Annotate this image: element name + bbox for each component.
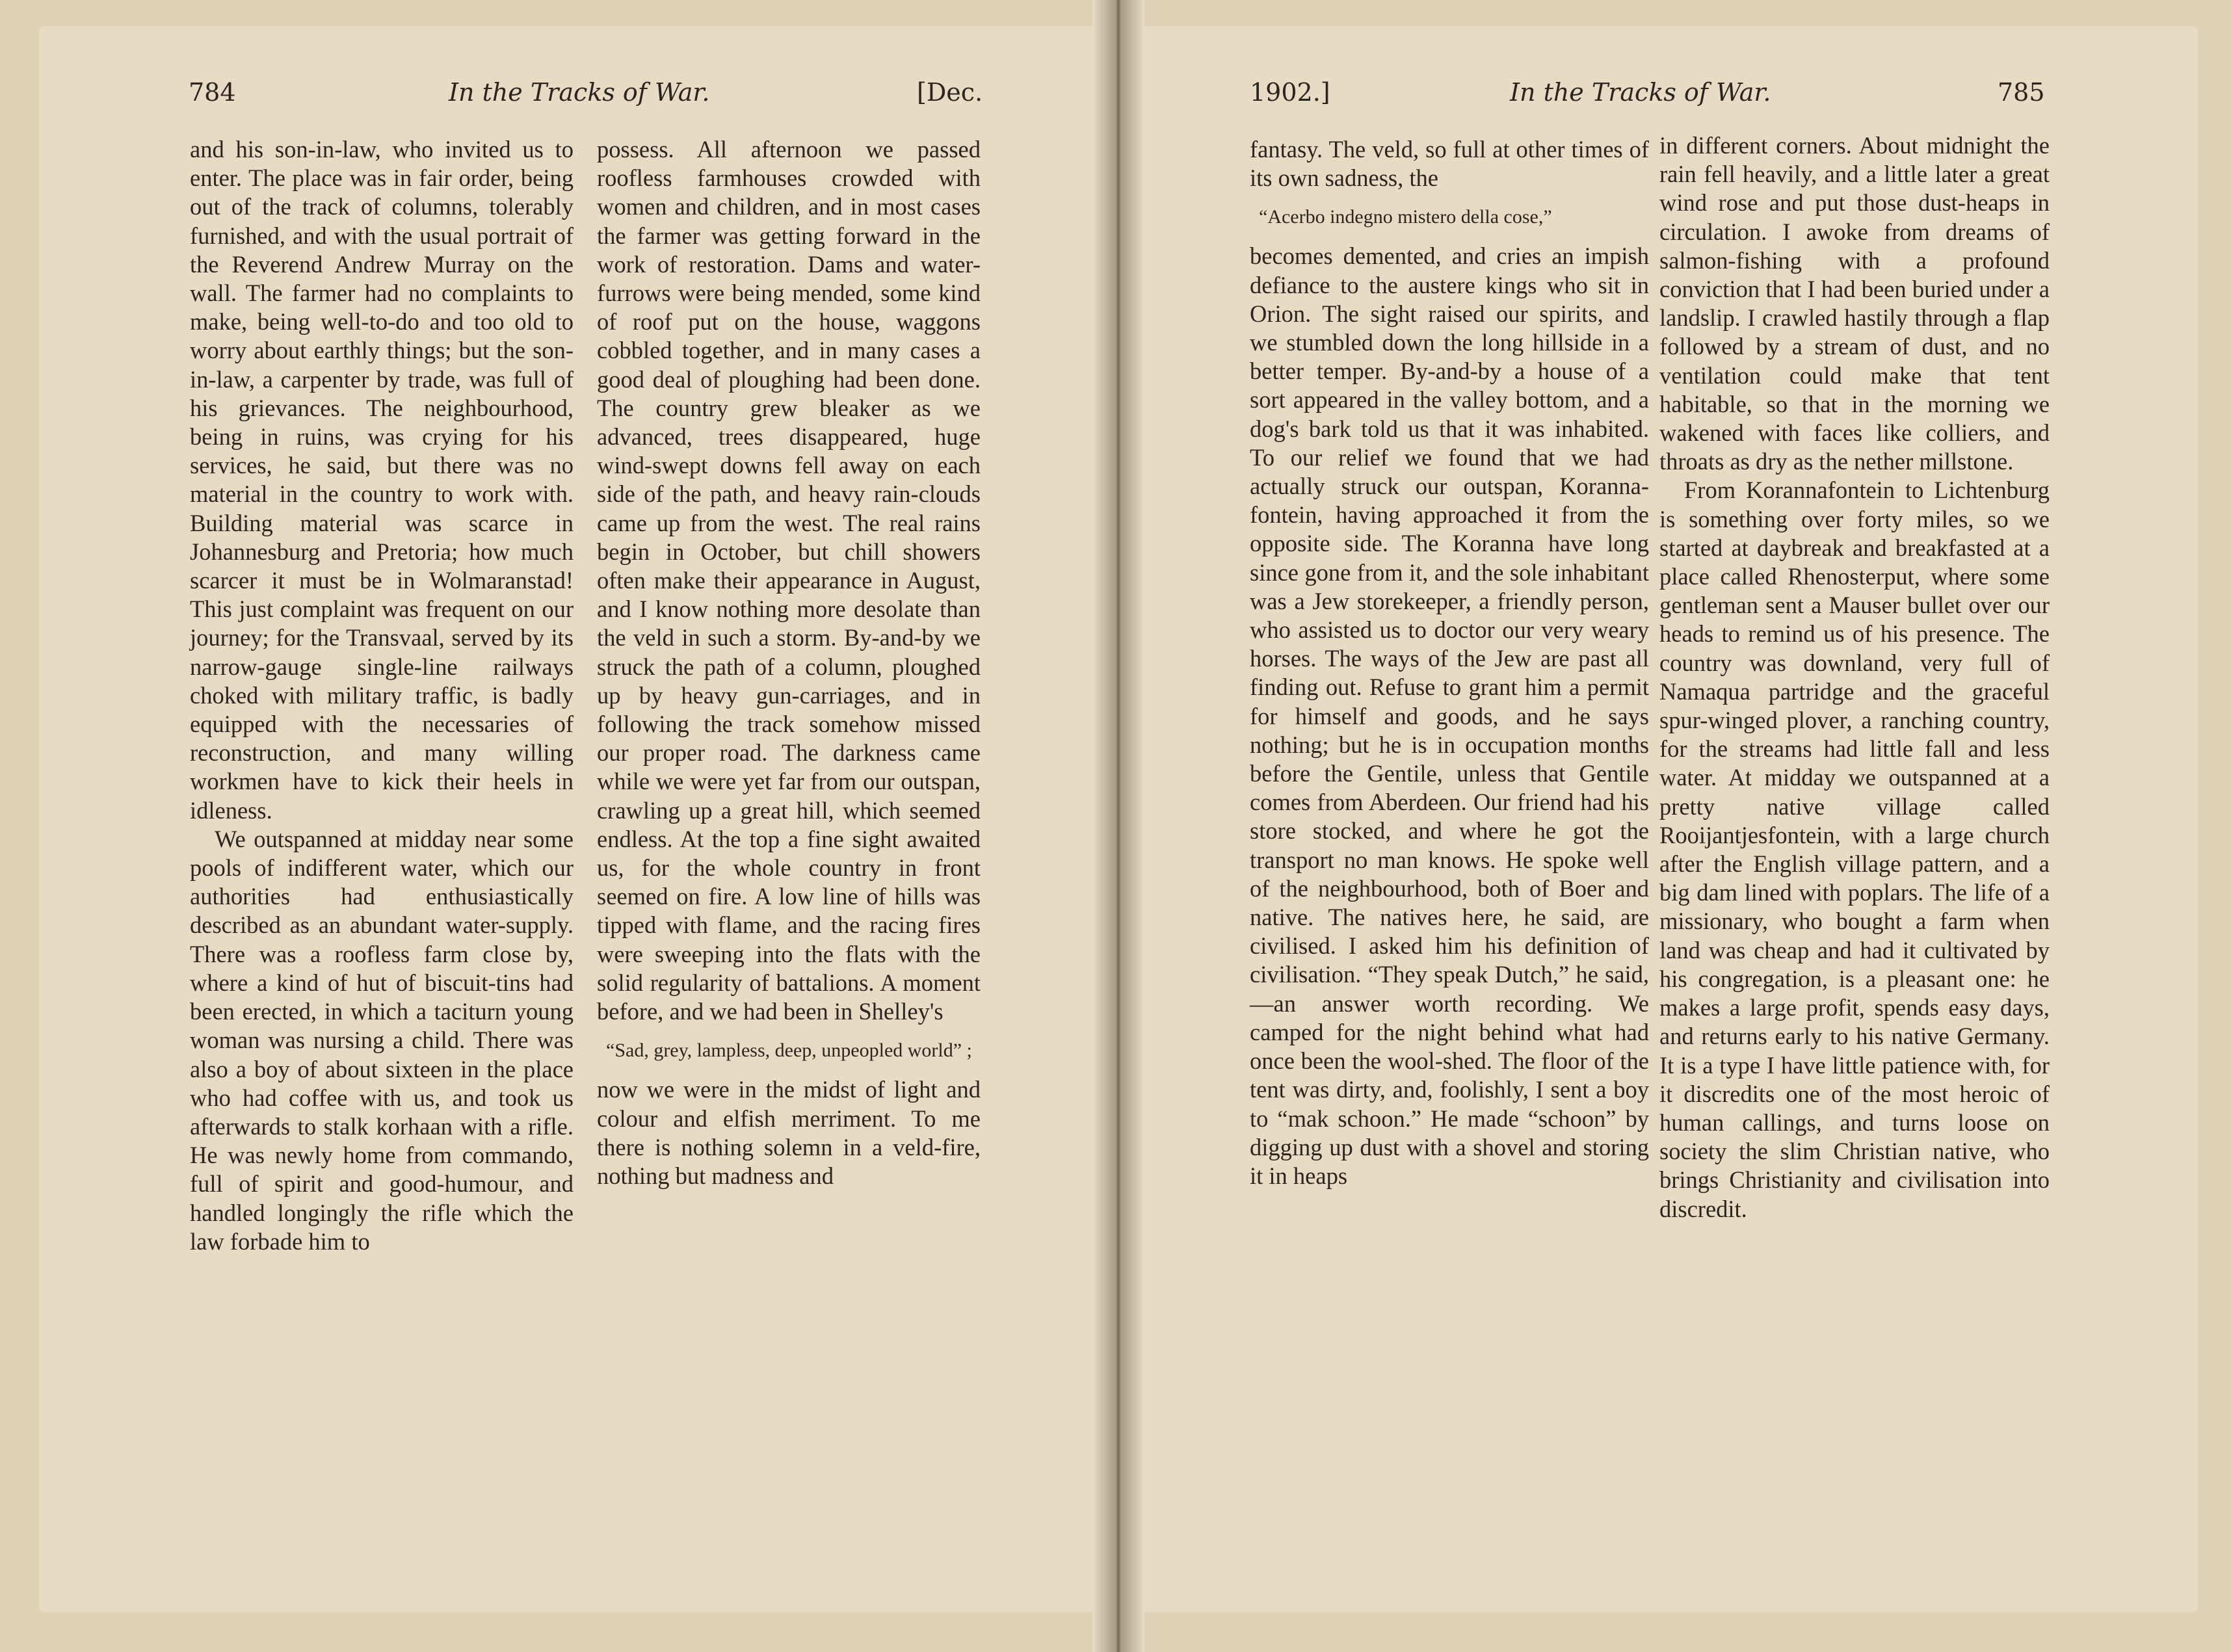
page-number-right: 785 (1998, 78, 2045, 107)
running-title-right: In the Tracks of War. (1510, 78, 1771, 107)
date-mark-left: [Dec. (917, 78, 983, 107)
running-title-left: In the Tracks of War. (449, 78, 710, 107)
block-quote: “Sad, grey, lampless, deep, unpeopled world” ; (606, 1040, 972, 1062)
page-number-left: 784 (189, 78, 236, 107)
paragraph: now we were in the midst of light and colour and elfish merriment. To me there is nothing solemn in a veld-fire, nothing but madness and (597, 1076, 981, 1189)
left-page-header (189, 78, 988, 124)
paragraph: and his son-in-law, who invited us to enter. The place was in fair order, being out of the track of columns, tolerably furnished, and with the usual portrait of the Reverend Andrew Murray on the wall. The farmer had no complaints to make, being well-to-do and too old to worry about earthly things; but the son-in-law, a carpenter by trade, was full of his grievances. The neighbourhood, being in ruins, was crying for his services, he said, but there was no material in the country to work with. Building material was scarce in Johannesburg and Pretoria; how much scarcer it must be in Wolmaranstad! This just complaint was frequent on our journey; for the Transvaal, served by its narrow-gauge single-line railways choked with military traffic, is badly equipped with the necessaries of reconstruction, and many willing workmen have to kick their heels in idleness. (190, 136, 574, 824)
right-column-1 (1250, 135, 1649, 1190)
paragraph: From Korannafontein to Lichtenburg is something over forty miles, so we started at daybreak and breakfasted at a place called Rhenosterput, where some gentleman sent a Mauser bullet over our heads to remind us of his presence. The country was downland, very full of Namaqua partridge and the graceful spur-winged plover, a ranching country, for the streams had little fall and less water. At midday we outspanned at a pretty native village called Rooijantjesfontein, with a large church after the English village pattern, and a big dam lined with poplars. The life of a missionary, who bought a farm when land was cheap and had it cultivated by his congregation, is a pleasant one: he makes a large profit, spends easy days, and returns early to his native Germany. It is a type I have little patience with, for it discredits one of the most heroic of human callings, and turns loose on society the slim Christian native, who brings Christianity and civilisation into discredit. (1659, 477, 2050, 1222)
block-quote: “Acerbo indegno mistero della cose,” (1259, 206, 1552, 228)
date-mark-right: 1902.] (1250, 78, 1330, 107)
left-column-1 (190, 135, 574, 1256)
right-page-header (1250, 78, 2050, 124)
right-column-2 (1659, 131, 2050, 1224)
paragraph: becomes demented, and cries an impish defiance to the austere kings who sit in Orion. The sight raised our spirits, and we stumbled down the long hillside in a better temper. By-and-by a house of a sort appeared in the valley bottom, and a dog's bark told us that it was inhabited. To our relief we found that we had actually struck our outspan, Koranna-fontein, having approached it from the opposite side. The Koranna have long since gone from it, and the sole inhabitant was a Jew storekeeper, a friendly person, who assisted us to doctor our very weary horses. The ways of the Jew are past all finding out. Refuse to grant him a permit for himself and goods, and he says nothing; but he is in occupation months before the Gentile, unless that Gentile comes from Aberdeen. Our friend had his store stocked, and where he got the transport no man knows. He spoke well of the neighbourhood, both of Boer and native. The natives here, he said, are civilised. I asked him his definition of civilisation. “They speak Dutch,” he said,—an answer worth recording. We camped for the night behind what had once been the wool-shed. The floor of the tent was dirty, and, foolishly, I sent a boy to “mak schoon.” He made “schoon” by digging up dust with a shovel and storing it in heaps (1250, 243, 1649, 1189)
paragraph: in different corners. About midnight the rain fell heavily, and a little later a great wind rose and put those dust-heaps in circulation. I awoke from dreams of salmon-fishing with a profound conviction that I had been buried under a landslip. I crawled hastily through a flap followed by a stream of dust, and no ventilation could make that tent habitable, so that in the morning we wakened with faces like colliers, and throats as dry as the nether millstone. (1659, 132, 2050, 475)
paragraph: possess. All afternoon we passed roofless farmhouses crowded with women and children, and in most cases the farmer was getting forward in the work of restoration. Dams and water-furrows were being mended, some kind of roof put on the house, waggons cobbled together, and in many cases a good deal of ploughing had been done. The country grew bleaker as we advanced, trees disappeared, huge wind-swept downs fell away on each side of the path, and heavy rain-clouds came up from the west. The real rains begin in October, but chill showers often make their appearance in August, and I know nothing more desolate than the veld in such a storm. By-and-by we struck the path of a column, ploughed up by heavy gun-carriages, and in following the track somehow missed our proper road. The darkness came while we were yet far from our outspan, crawling up a great hill, which seemed endless. At the top a fine sight awaited us, for the whole country in front seemed on fire. A low line of hills was tipped with flame, and the racing fires were sweeping into the flats with the solid regularity of battalions. A moment before, and we had been in Shelley's (597, 136, 981, 1025)
book-gutter (1092, 0, 1144, 1652)
left-column-2 (597, 135, 981, 1190)
paragraph: We outspanned at midday near some pools of indifferent water, which our authorities had enthusiastically described as an abundant water-supply. There was a roofless farm close by, where a kind of hut of biscuit-tins had been erected, in which a taciturn young woman was nursing a child. There was also a boy of about sixteen in the place who had coffee with us, and took us afterwards to stalk korhaan with a rifle. He was newly home from commando, full of spirit and good-humour, and handled longingly the rifle which the law forbade him to (190, 825, 574, 1255)
paragraph: fantasy. The veld, so full at other times of its own sadness, the (1250, 136, 1649, 192)
